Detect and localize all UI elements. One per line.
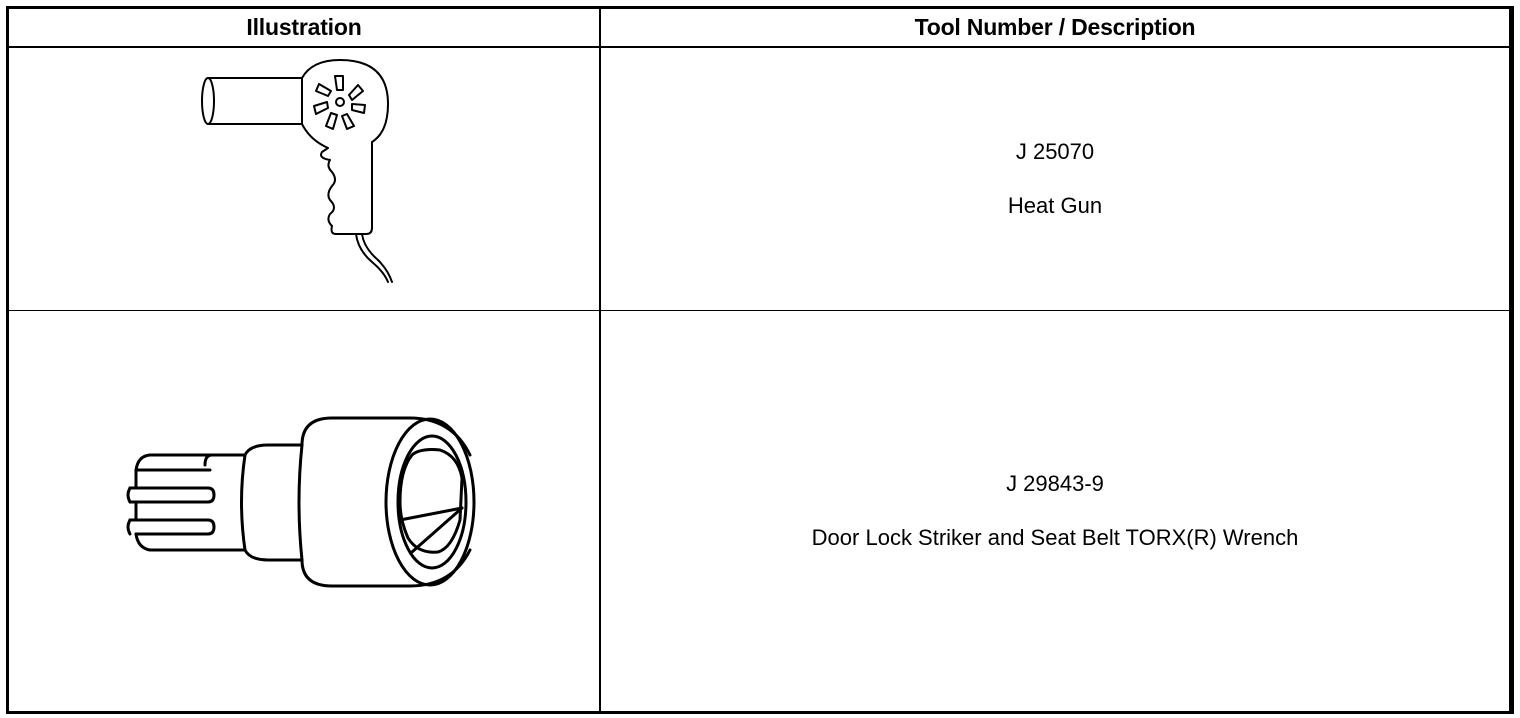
tool-number: J 29843-9	[1006, 471, 1104, 496]
header-illustration: Illustration	[246, 14, 362, 40]
table-border-right	[1510, 6, 1514, 714]
table-row	[601, 48, 1509, 310]
torx-socket-illustration-icon	[9, 311, 599, 711]
tool-number: J 25070	[1015, 139, 1095, 164]
table-row-illustration-cell	[9, 48, 599, 310]
table-border-bottom	[6, 711, 1514, 714]
table-row	[601, 311, 1509, 711]
tool-description: Door Lock Striker and Seat Belt TORX(R) Wrench	[811, 525, 1299, 550]
table-row-illustration-cell	[9, 311, 599, 711]
heat-gun-illustration-icon	[9, 48, 599, 310]
header-tool-number-description: Tool Number / Description	[914, 14, 1196, 40]
tool-description: Heat Gun	[1007, 193, 1103, 218]
